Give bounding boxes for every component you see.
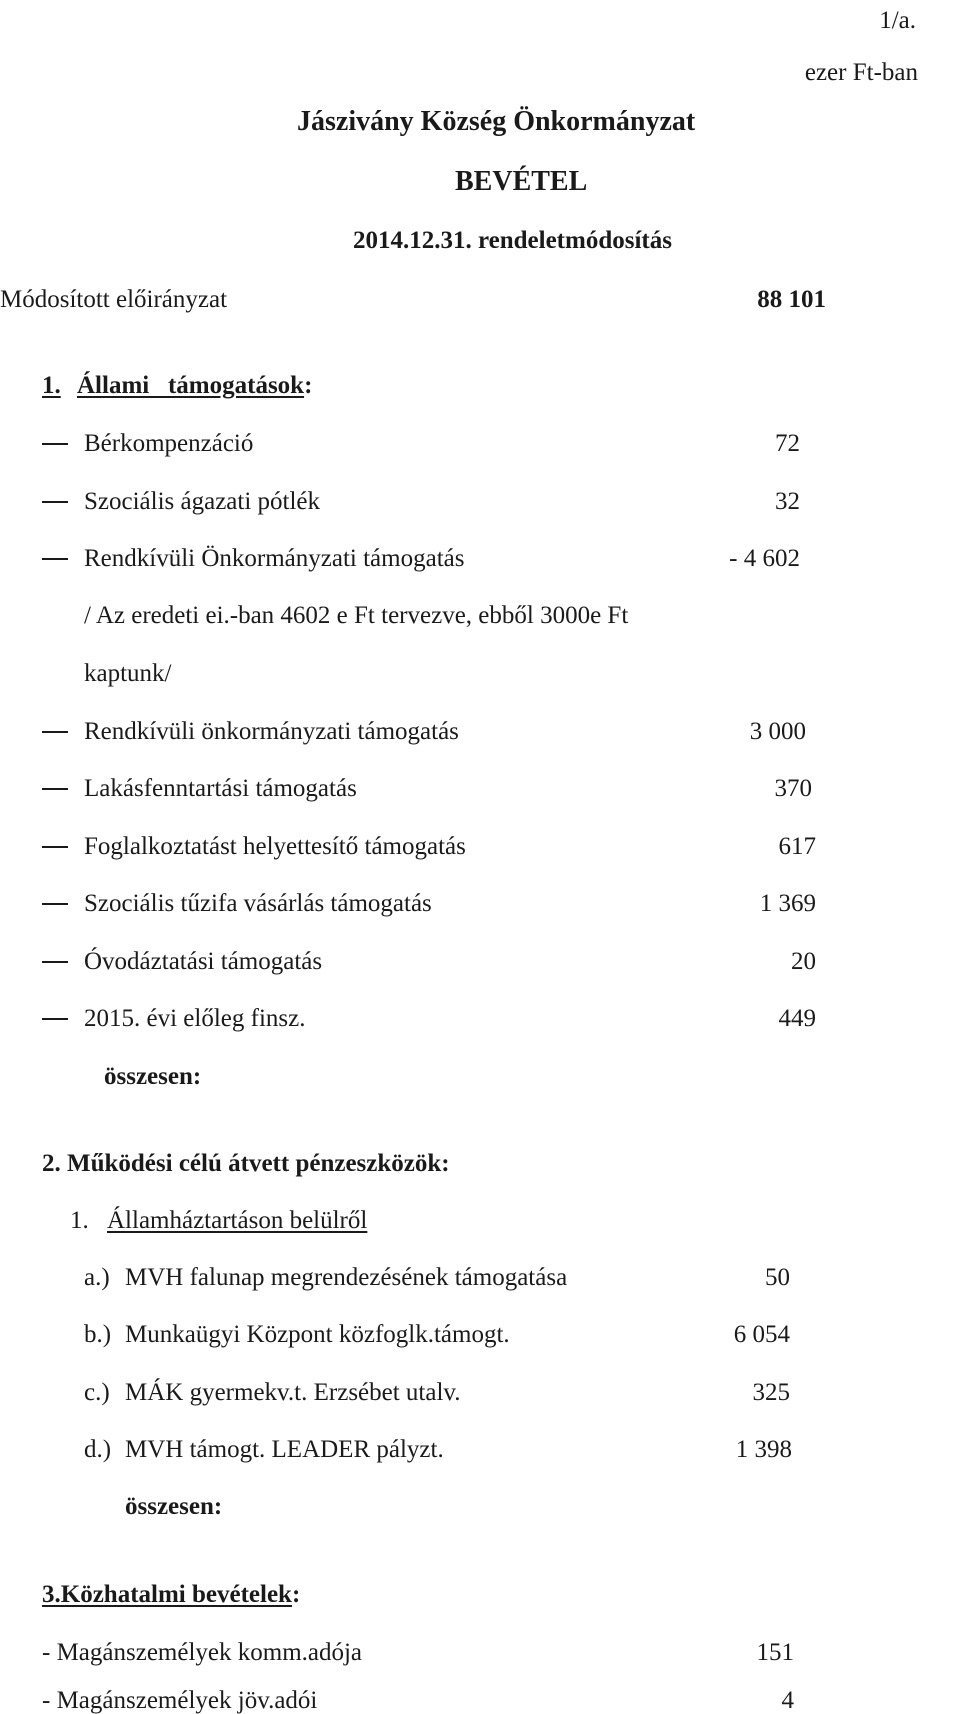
sec2-item-letter: b.) (84, 1321, 112, 1348)
sec1-item-value: 72 (775, 430, 800, 457)
sec1-item-value: 449 (778, 1005, 816, 1032)
section3-title: 3.Közhatalmi bevételek (42, 1581, 292, 1608)
sec1-item-label: Foglalkoztatást helyettesítő támogatás (84, 833, 466, 860)
sec3-item-value: 4 (781, 1687, 794, 1714)
section3-colon: : (291, 1581, 301, 1608)
section1-colon: : (304, 372, 313, 399)
sec1-item-label: Lakásfenntartási támogatás (84, 775, 357, 802)
sec1-item-value: 20 (791, 948, 816, 975)
bullet-dash (42, 443, 68, 445)
sec1-item-label: Szociális ágazati pótlék (84, 488, 321, 515)
section2-sub-title: Államháztartáson belülről (107, 1207, 368, 1234)
sec1-total-label: összesen: (104, 1063, 202, 1090)
bullet-dash (42, 501, 68, 503)
sec2-item-value: 325 (752, 1379, 790, 1406)
bullet-dash (42, 788, 68, 790)
bullet-dash (42, 903, 68, 905)
sec2-item-label: MVH falunap megrendezésének támogatása (125, 1264, 568, 1291)
section3-heading (42, 1582, 300, 1607)
sec1-item-value: - 4 602 (729, 545, 800, 572)
bullet-dash (42, 731, 68, 733)
section2-title: 2. Működési célú átvett pénzeszközök: (42, 1150, 450, 1177)
section1-title: Állami támogatások (77, 372, 305, 399)
sec1-item-label: Rendkívüli önkormányzati támogatás (84, 718, 459, 745)
sec2-item-label: MVH támogt. LEADER pályzt. (125, 1436, 444, 1463)
bullet-dash (42, 1018, 68, 1020)
section1-heading (42, 373, 312, 398)
bullet-dash (42, 558, 68, 560)
sec2-item-letter: a.) (84, 1264, 110, 1291)
section2-sub-number: 1. (70, 1207, 89, 1234)
sec3-item-label: - Magánszemélyek komm.adója (42, 1639, 363, 1666)
organization-title: Jászivány Község Önkormányzat (297, 106, 696, 137)
sec1-item-label: Rendkívüli Önkormányzati támogatás (84, 545, 465, 572)
sec1-item-label: Szociális tűzifa vásárlás támogatás (84, 890, 432, 917)
sec1-note-line1: / Az eredeti ei.-ban 4602 e Ft tervezve, ebből 3000e Ft (84, 602, 629, 629)
sec1-item-value: 617 (778, 833, 816, 860)
bullet-dash (42, 846, 68, 848)
modified-appropriation-label: Módosított előirányzat (0, 286, 228, 313)
sec1-item-value: 32 (775, 488, 800, 515)
sec2-item-letter: c.) (84, 1379, 110, 1406)
unit-label: ezer Ft-ban (804, 59, 918, 86)
sec1-item-label: Óvodáztatási támogatás (84, 948, 323, 975)
bullet-dash (42, 961, 68, 963)
sec3-item-value: 151 (756, 1639, 794, 1666)
document-title: BEVÉTEL (455, 166, 588, 197)
section1-number: 1. (42, 372, 61, 399)
sec1-note-line2: kaptunk/ (84, 660, 172, 687)
sec2-item-value: 50 (765, 1264, 790, 1291)
sec1-item-label: 2015. évi előleg finsz. (84, 1005, 306, 1032)
sec2-item-value: 6 054 (733, 1321, 790, 1348)
sec1-item-value: 1 369 (759, 890, 816, 917)
section2-subheading (70, 1208, 367, 1233)
sec2-total-label: összesen: (125, 1493, 223, 1520)
sec1-item-value: 370 (774, 775, 812, 802)
sec1-item-value: 3 000 (749, 718, 806, 745)
sec2-item-label: MÁK gyermekv.t. Erzsébet utalv. (125, 1379, 461, 1406)
sec3-item-label: - Magánszemélyek jöv.adói (42, 1687, 318, 1714)
sec2-item-letter: d.) (84, 1436, 112, 1463)
sec2-item-value: 1 398 (735, 1436, 792, 1463)
sec1-item-label: Bérkompenzáció (84, 430, 254, 457)
modified-appropriation-value: 88 101 (757, 286, 826, 313)
document-subtitle: 2014.12.31. rendeletmódosítás (353, 227, 672, 254)
page-reference: 1/a. (879, 7, 916, 34)
sec2-item-label: Munkaügyi Központ közfoglk.támogt. (125, 1321, 510, 1348)
